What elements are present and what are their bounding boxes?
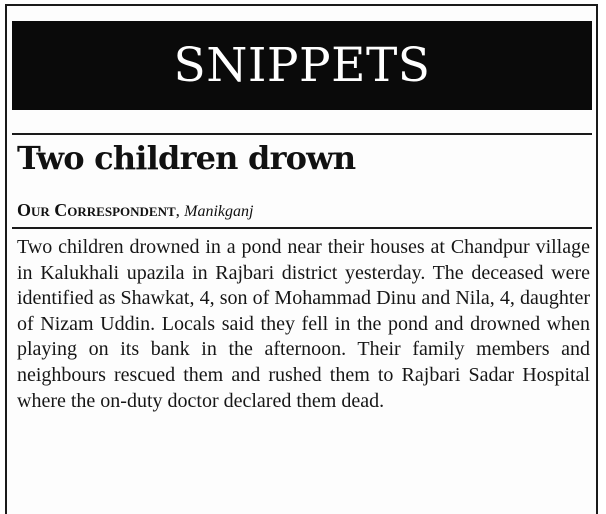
top-divider bbox=[12, 133, 592, 135]
headline: Two children drown bbox=[17, 139, 356, 177]
byline-location: Manikganj bbox=[184, 203, 254, 220]
section-title: SNIPPETS bbox=[173, 38, 431, 93]
article-body: Two children drowned in a pond near their houses at Chandpur village in Kalukhali upazila in Rajbari district yesterday. The deceased were identified as Shawkat, 4, son of Mohammad Dinu and Nila, 4, daughter of Nizam Uddin. Locals said they fell in the pond and drowned when playing on its bank in the afternoon. Their family members and neighbours rescued them and rushed them to Rajbari Sadar Hospital where the on-duty doctor declared them dead. bbox=[17, 236, 590, 412]
byline-divider bbox=[12, 227, 592, 229]
byline-separator: , bbox=[175, 201, 185, 220]
byline-author: Our Correspondent bbox=[17, 200, 176, 220]
byline bbox=[17, 200, 253, 221]
section-banner bbox=[12, 21, 592, 110]
